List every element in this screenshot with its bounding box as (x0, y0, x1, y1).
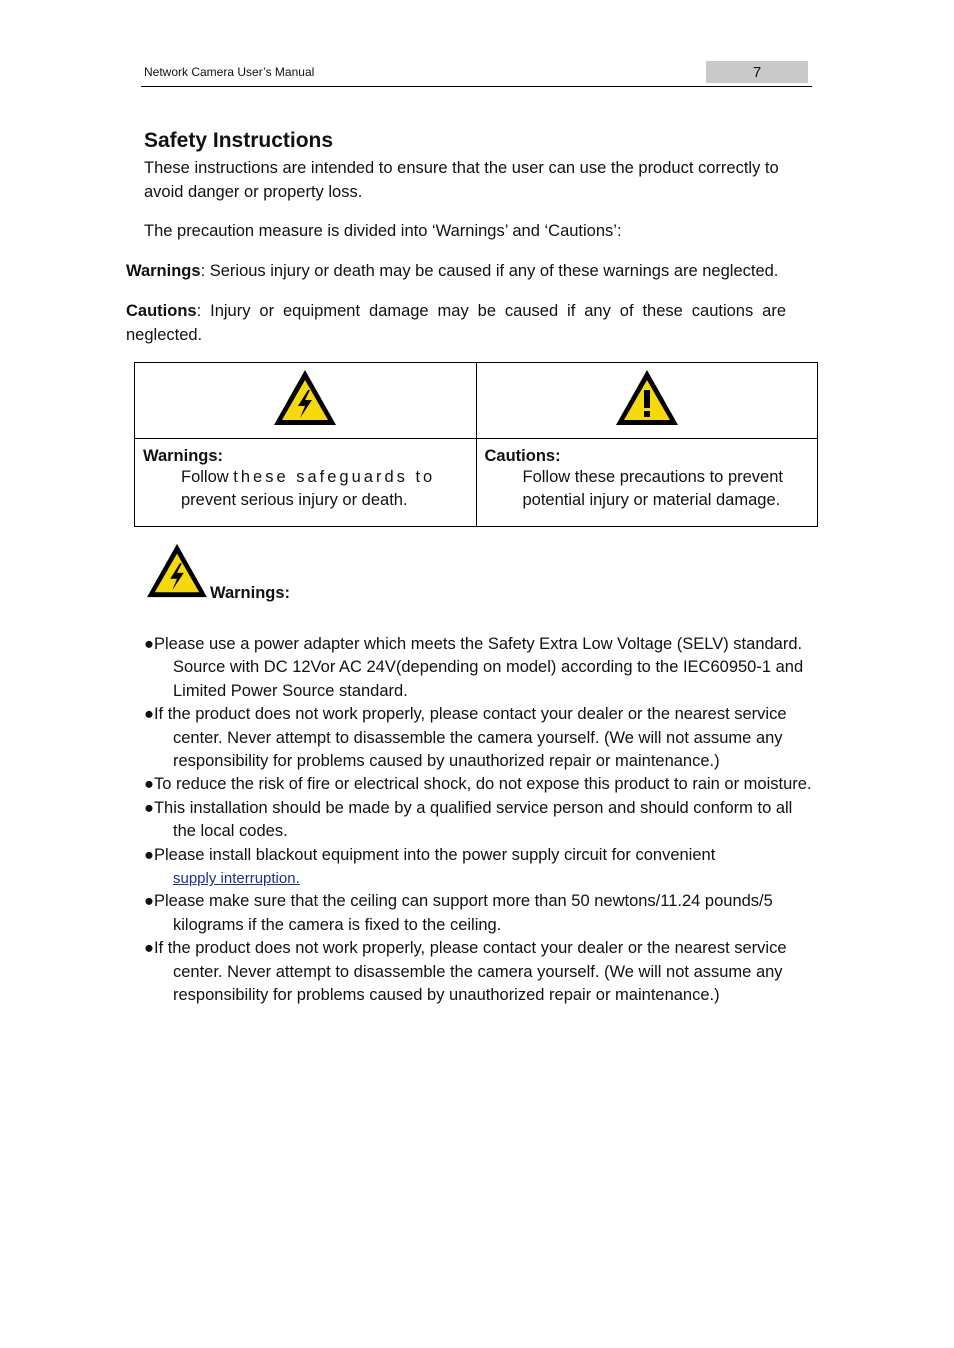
intro-paragraph: These instructions are intended to ensure that the user can use the product correctly to avoid danger or property loss. (144, 159, 779, 201)
warnings-term: Warnings (126, 262, 201, 280)
section-title: Safety Instructions (144, 129, 334, 152)
header-rule (141, 86, 812, 87)
list-item: ●Please make sure that the ceiling can support more than 50 newtons/11.24 pounds/5 kilograms if the camera is fixed to the ceiling. (144, 892, 773, 934)
exclamation-warning-icon (614, 368, 680, 428)
list-item: ●If the product does not work properly, please contact your dealer or the nearest service center. Never attempt to disassemble the camera yourself. (We will not assume any responsibility for problems caused by unauthorized repair or maintenance.) (144, 939, 787, 1005)
list-item (144, 844, 814, 891)
header-title: Network Camera User’s Manual (144, 65, 315, 79)
list-item-text: ●Please install blackout equipment into the power supply circuit for convenient (144, 845, 716, 864)
list-item: ●To reduce the risk of fire or electrical shock, do not expose this product to rain or moisture. (144, 775, 812, 794)
supply-interruption-link[interactable]: supply interruption. (173, 870, 300, 888)
table-cautions-text-b: potential injury or material damage. (522, 491, 781, 509)
list-item: ●This installation should be made by a qualified service person and should conform to all the local codes. (144, 798, 793, 841)
table-cautions-text (523, 466, 818, 512)
table-warnings-text (181, 466, 476, 512)
page-number: 7 (706, 61, 808, 83)
list-item: ●Please use a power adapter which meets the Safety Extra Low Voltage (SELV) standard. Source with DC 12Vor AC 24V(depending on model) according to the IEC60950-1 and Limited Power Source standard. (144, 635, 804, 700)
electric-hazard-icon (272, 368, 338, 428)
table-cautions-label: Cautions: (484, 447, 561, 465)
symbol-table (134, 362, 818, 527)
table-warnings-text-c: prevent serious injury or death. (181, 491, 408, 509)
warnings-heading: Warnings: (210, 584, 291, 602)
cautions-cell (476, 439, 818, 527)
list-item: ●If the product does not work properly, please contact your dealer or the nearest service center. Never attempt to disassemble the camera yourself. (We will not assume any responsibility for problems caused by unauthorized repair or maintenance.) (144, 705, 787, 771)
precaution-paragraph: The precaution measure is divided into ‘Warnings’ and ‘Cautions’: (144, 222, 622, 240)
warnings-definition (126, 259, 826, 283)
warnings-list (144, 633, 814, 1008)
exclamation-warning-cell (476, 363, 818, 439)
warnings-cell (135, 439, 477, 527)
table-warnings-label: Warnings: (143, 447, 224, 465)
table-warnings-text-b: these safeguards to (233, 468, 436, 486)
electric-hazard-icon (145, 542, 209, 600)
table-cautions-text-a: Follow these precautions to prevent (522, 468, 783, 486)
warnings-desc: : Serious injury or death may be caused if any of these warnings are neglected. (200, 262, 779, 280)
electric-hazard-cell (135, 363, 477, 439)
table-warnings-text-a: Follow (181, 468, 229, 486)
cautions-definition (126, 299, 786, 347)
cautions-term: Cautions (126, 302, 197, 320)
cautions-desc: : Injury or equipment damage may be caused if any of these cautions are neglected. (126, 302, 786, 344)
